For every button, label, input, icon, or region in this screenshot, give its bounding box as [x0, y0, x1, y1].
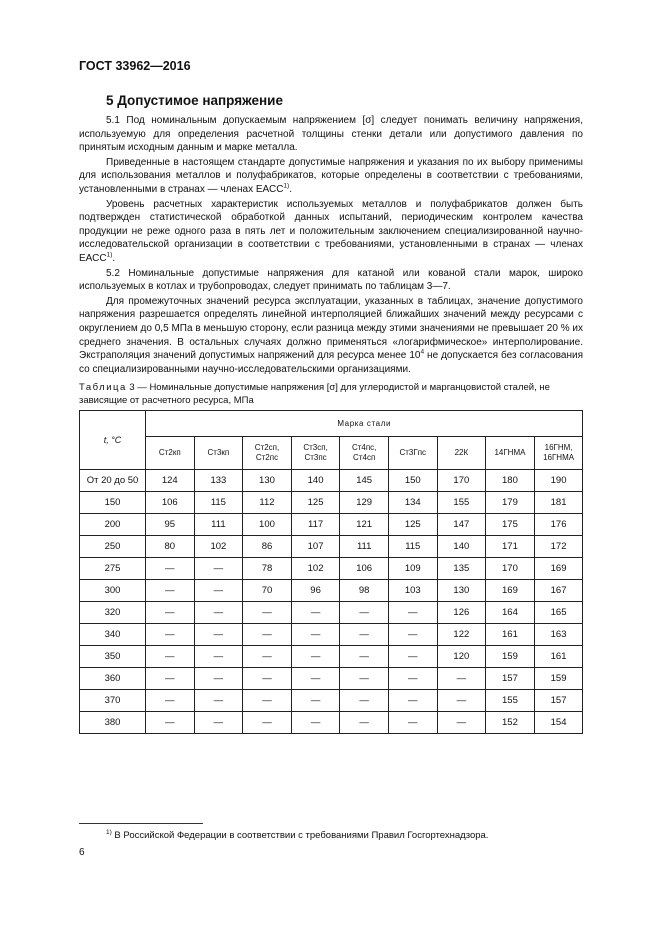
stress-value-cell: 155	[486, 690, 535, 712]
stress-value-cell: —	[388, 646, 437, 668]
stress-value-cell: —	[194, 646, 243, 668]
table-row	[80, 558, 583, 580]
stress-value-cell: 86	[243, 536, 292, 558]
stress-value-cell: 70	[243, 580, 292, 602]
stress-value-cell: 125	[291, 492, 340, 514]
steel-grade-column-header: 14ГНМА	[486, 437, 535, 470]
stress-value-cell: —	[388, 690, 437, 712]
stress-value-cell: 125	[388, 514, 437, 536]
temperature-cell: 275	[80, 558, 146, 580]
stress-value-cell: 140	[437, 536, 486, 558]
footnote-marker: 1)	[106, 828, 112, 836]
stress-value-cell: 80	[146, 536, 195, 558]
stress-value-cell: 179	[486, 492, 535, 514]
stress-value-cell: 171	[486, 536, 535, 558]
stress-value-cell: —	[388, 668, 437, 690]
stress-value-cell: 169	[486, 580, 535, 602]
stress-value-cell: —	[194, 624, 243, 646]
stress-value-cell: 103	[388, 580, 437, 602]
stress-value-cell: 115	[194, 492, 243, 514]
stress-value-cell: 100	[243, 514, 292, 536]
table-caption-text: 3 — Номинальные допустимые напряжения [σ] для углеродистой и марганцовистой сталей, не зависящие от расчетного ресурса, МПа	[79, 382, 550, 406]
temperature-cell: 250	[80, 536, 146, 558]
paragraph-5-1: 5.1 Под номинальным допускаемым напряжением [σ] следует понимать величину напряжения, используемую для определения расчетной толщины стенки детали или допустимого давления по принятым исходным данным и марке металла.	[79, 115, 583, 154]
table-row	[80, 690, 583, 712]
steel-grade-column-header: Ст3Гпс	[388, 437, 437, 470]
stress-value-cell: 181	[534, 492, 583, 514]
stress-value-cell: —	[340, 624, 389, 646]
stress-value-cell: 78	[243, 558, 292, 580]
stress-value-cell: —	[340, 646, 389, 668]
stress-value-cell: 140	[291, 470, 340, 492]
stress-value-cell: 121	[340, 514, 389, 536]
stress-value-cell: —	[194, 690, 243, 712]
table-caption	[79, 381, 583, 407]
stress-value-cell: 161	[486, 624, 535, 646]
table-row	[80, 624, 583, 646]
stress-value-cell: —	[146, 558, 195, 580]
stress-value-cell: 106	[340, 558, 389, 580]
stress-value-cell: —	[437, 668, 486, 690]
steel-grade-column-header: Ст3сп, Ст3пс	[291, 437, 340, 470]
temperature-header: t, °C	[80, 411, 146, 470]
stress-value-cell: 155	[437, 492, 486, 514]
stress-value-cell: —	[340, 602, 389, 624]
stress-value-cell: 157	[486, 668, 535, 690]
table-caption-label: Таблица	[79, 382, 127, 393]
temperature-cell: 350	[80, 646, 146, 668]
temperature-cell: 320	[80, 602, 146, 624]
stress-value-cell: 159	[534, 668, 583, 690]
stress-value-cell: 106	[146, 492, 195, 514]
temperature-cell: 150	[80, 492, 146, 514]
stress-value-cell: —	[340, 712, 389, 734]
stress-value-cell: 150	[388, 470, 437, 492]
steel-grade-column-header: Ст3кп	[194, 437, 243, 470]
stress-value-cell: —	[340, 690, 389, 712]
stress-value-cell: —	[194, 580, 243, 602]
stress-value-cell: 109	[388, 558, 437, 580]
steel-grade-header: Марка стали	[146, 411, 583, 437]
page-number: 6	[79, 847, 85, 858]
stress-value-cell: 115	[388, 536, 437, 558]
body-text	[79, 114, 583, 376]
exponent: 4	[420, 348, 425, 356]
stress-value-cell: 154	[534, 712, 583, 734]
stress-value-cell: —	[291, 646, 340, 668]
paragraph-interpolation: Для промежуточных значений ресурса эксплуатации, указанных в таблицах, значение допустимого напряжения разрешается определять линейной интерполяцией ближайших значений между ресурсами с округлением до 0,5 МПа в меньшую сторону, если разница между этими значениями не превышает 20 % их среднего значения. В остальных случаях должно применяться «логарифмическое» интерполирование. Экстраполяция значений допустимых напряжений для ресурса менее $10^4$ не допускается без согласования со специализированными научно-исследовательскими организациями.	[79, 295, 583, 375]
stress-value-cell: 126	[437, 602, 486, 624]
stress-value-cell: —	[291, 602, 340, 624]
footnote-text: В Российской Федерации в соответствии с требованиями Правил Госгортехнадзора.	[111, 830, 489, 841]
footnote	[106, 830, 488, 841]
stress-value-cell: 165	[534, 602, 583, 624]
stress-table	[79, 410, 583, 734]
stress-value-cell: —	[243, 690, 292, 712]
steel-grade-column-header: 16ГНМ, 16ГНМА	[534, 437, 583, 470]
paragraph-5-2: 5.2 Номинальные допустимые напряжения для катаной или кованой стали марок, широко используемых в котлах и трубопроводах, следует принимать по таблицам 3—7.	[79, 267, 583, 293]
table-row	[80, 492, 583, 514]
section-title: 5 Допустимое напряжение	[106, 93, 283, 108]
steel-grade-column-header: Ст2кп	[146, 437, 195, 470]
footnote-ref: 1)	[106, 251, 113, 259]
stress-value-cell: 117	[291, 514, 340, 536]
stress-value-cell: 164	[486, 602, 535, 624]
stress-value-cell: 152	[486, 712, 535, 734]
temperature-cell: 370	[80, 690, 146, 712]
stress-value-cell: 129	[340, 492, 389, 514]
stress-value-cell: 190	[534, 470, 583, 492]
stress-value-cell: —	[146, 712, 195, 734]
footnote-divider	[79, 823, 203, 824]
stress-value-cell: 111	[340, 536, 389, 558]
temperature-cell: 380	[80, 712, 146, 734]
stress-value-cell: —	[194, 712, 243, 734]
stress-value-cell: 175	[486, 514, 535, 536]
stress-value-cell: 157	[534, 690, 583, 712]
stress-value-cell: —	[194, 558, 243, 580]
stress-value-cell: 134	[388, 492, 437, 514]
stress-value-cell: 161	[534, 646, 583, 668]
table-row	[80, 668, 583, 690]
stress-value-cell: —	[243, 668, 292, 690]
stress-value-cell: 122	[437, 624, 486, 646]
stress-value-cell: 135	[437, 558, 486, 580]
stress-value-cell: —	[243, 646, 292, 668]
stress-value-cell: —	[243, 624, 292, 646]
document-header: ГОСТ 33962—2016	[79, 59, 191, 73]
stress-value-cell: —	[437, 712, 486, 734]
temperature-cell: 200	[80, 514, 146, 536]
table-row	[80, 712, 583, 734]
stress-value-cell: 170	[437, 470, 486, 492]
table-row	[80, 602, 583, 624]
stress-value-cell: —	[291, 624, 340, 646]
paragraph-applicability: Приведенные в настоящем стандарте допустимые напряжения и указания по их выбору применимы для использования металлов и полуфабрикатов, которые определены в соответствии с требованиями, установленными в странах — членах ЕАСС$^{1)}$.	[79, 156, 583, 195]
table-row	[80, 580, 583, 602]
stress-value-cell: 96	[291, 580, 340, 602]
steel-grade-column-header: Ст4пс, Ст4сп	[340, 437, 389, 470]
temperature-cell: От 20 до 50	[80, 470, 146, 492]
stress-value-cell: —	[437, 690, 486, 712]
stress-value-cell: —	[146, 690, 195, 712]
temperature-cell: 360	[80, 668, 146, 690]
stress-value-cell: —	[243, 712, 292, 734]
stress-value-cell: —	[194, 668, 243, 690]
stress-value-cell: 98	[340, 580, 389, 602]
stress-value-cell: —	[388, 602, 437, 624]
stress-value-cell: 111	[194, 514, 243, 536]
stress-value-cell: —	[388, 624, 437, 646]
stress-value-cell: —	[340, 668, 389, 690]
stress-value-cell: —	[291, 690, 340, 712]
stress-value-cell: 102	[291, 558, 340, 580]
steel-grade-column-header: Ст2сп, Ст2пс	[243, 437, 292, 470]
stress-value-cell: —	[146, 646, 195, 668]
stress-value-cell: —	[146, 624, 195, 646]
stress-value-cell: 124	[146, 470, 195, 492]
stress-value-cell: 147	[437, 514, 486, 536]
stress-value-cell: 133	[194, 470, 243, 492]
stress-value-cell: 176	[534, 514, 583, 536]
stress-value-cell: —	[146, 602, 195, 624]
temperature-cell: 300	[80, 580, 146, 602]
footnote-ref: 1)	[283, 182, 290, 190]
table-row	[80, 514, 583, 536]
stress-value-cell: —	[146, 668, 195, 690]
stress-value-cell: —	[291, 668, 340, 690]
stress-value-cell: —	[388, 712, 437, 734]
stress-value-cell: —	[146, 580, 195, 602]
stress-value-cell: 180	[486, 470, 535, 492]
stress-value-cell: —	[194, 602, 243, 624]
table-row	[80, 646, 583, 668]
stress-value-cell: 95	[146, 514, 195, 536]
steel-grade-column-header: 22К	[437, 437, 486, 470]
table-row	[80, 470, 583, 492]
stress-value-cell: 170	[486, 558, 535, 580]
stress-value-cell: 120	[437, 646, 486, 668]
stress-value-cell: 172	[534, 536, 583, 558]
stress-value-cell: —	[291, 712, 340, 734]
table-row	[80, 536, 583, 558]
stress-value-cell: 130	[437, 580, 486, 602]
stress-value-cell: 130	[243, 470, 292, 492]
paragraph-characteristics: Уровень расчетных характеристик используемых металлов и полуфабрикатов должен быть подтвержден статистической обработкой данных испытаний, периодическим контролем качества продукции не реже одного раза в пять лет и положительным заключением специализированной научно-исследовательской организации в соответствии с требованиями, установленными в странах — членах ЕАСС$^{1)}$.	[79, 198, 583, 264]
stress-value-cell: 102	[194, 536, 243, 558]
stress-value-cell: —	[243, 602, 292, 624]
stress-value-cell: 169	[534, 558, 583, 580]
stress-value-cell: 163	[534, 624, 583, 646]
stress-value-cell: 167	[534, 580, 583, 602]
stress-value-cell: 112	[243, 492, 292, 514]
stress-value-cell: 159	[486, 646, 535, 668]
stress-value-cell: 107	[291, 536, 340, 558]
stress-value-cell: 145	[340, 470, 389, 492]
temperature-cell: 340	[80, 624, 146, 646]
